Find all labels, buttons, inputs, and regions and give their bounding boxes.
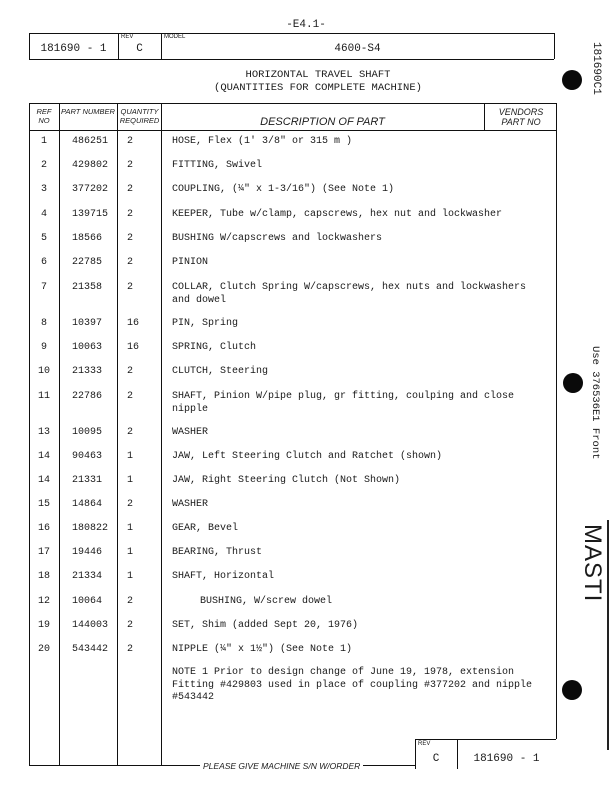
quantity: 2 <box>127 499 134 510</box>
quantity: 2 <box>127 391 134 402</box>
description: PIN, Spring <box>172 318 239 329</box>
ref-no: 14 <box>37 451 50 462</box>
quantity: 16 <box>127 342 140 353</box>
quantity: 2 <box>127 596 134 607</box>
footer-instruction: PLEASE GIVE MACHINE S/N W/ORDER <box>200 761 363 771</box>
quantity: 1 <box>127 451 134 462</box>
hole-punch-bottom <box>562 680 582 700</box>
quantity: 16 <box>127 318 140 329</box>
note-1: NOTE 1 Prior to design change of June 19, 1978, extension Fitting #429803 used in place of coupling #377202 and nipple #543442 <box>172 667 533 703</box>
part-number: 14864 <box>72 499 103 510</box>
description: WASHER <box>172 499 209 510</box>
description: SHAFT, Horizontal <box>172 571 275 582</box>
ref-no: 3 <box>40 184 47 195</box>
part-number: 377202 <box>72 184 109 195</box>
ref-no: 10 <box>37 366 50 377</box>
description: BUSHING W/capscrews and lockwashers <box>172 233 383 244</box>
description: FITTING, Swivel <box>172 160 263 171</box>
col-header-desc: DESCRIPTION OF PART <box>260 116 385 128</box>
part-number: 180822 <box>72 523 109 534</box>
footer-revision: C <box>432 753 440 765</box>
part-number: 22785 <box>72 257 103 268</box>
col-header-vendors: VENDORS PART NO <box>498 107 544 127</box>
footer-part-number: 181690 - 1 <box>473 753 540 765</box>
description: NIPPLE (¼" x 1½") (See Note 1) <box>172 644 353 655</box>
margin-stamp: MASTI <box>579 524 606 603</box>
col-header-part: PART NUMBER <box>61 107 115 116</box>
ref-no: 15 <box>37 499 50 510</box>
rev-label: REV <box>121 34 134 40</box>
page-edge <box>607 520 609 750</box>
ref-no: 9 <box>40 342 47 353</box>
ref-no: 1 <box>40 136 47 147</box>
hole-punch-middle <box>563 373 583 393</box>
description: JAW, Right Steering Clutch (Not Shown) <box>172 475 401 486</box>
quantity: 1 <box>127 475 134 486</box>
description: SHAFT, Pinion W/pipe plug, gr fitting, coulping and close nipple <box>172 391 515 415</box>
description: JAW, Left Steering Clutch and Ratchet (shown) <box>172 451 443 462</box>
part-number: 90463 <box>72 451 103 462</box>
description: CLUTCH, Steering <box>172 366 269 377</box>
part-number: 486251 <box>72 136 109 147</box>
description: HOSE, Flex (1' 3/8" or 315 m ) <box>172 136 353 147</box>
quantity: 2 <box>127 257 134 268</box>
ref-no: 18 <box>37 571 50 582</box>
ref-no: 6 <box>40 257 47 268</box>
ref-no: 2 <box>40 160 47 171</box>
page-number: -E4.1- <box>286 19 326 31</box>
margin-use-note: Use 376536E1 Front <box>589 346 601 460</box>
quantity: 2 <box>127 209 134 220</box>
description: COLLAR, Clutch Spring W/capscrews, hex nuts and lockwashers and dowel <box>172 282 527 306</box>
part-number: 10064 <box>72 596 103 607</box>
quantity: 1 <box>127 547 134 558</box>
ref-no: 8 <box>40 318 47 329</box>
description: GEAR, Bevel <box>172 523 239 534</box>
part-number: 21358 <box>72 282 103 293</box>
ref-no: 16 <box>37 523 50 534</box>
margin-doc-code: 181690C1 <box>590 42 602 95</box>
part-number: 144003 <box>72 620 109 631</box>
col-header-qty: QUANTITY REQUIRED <box>119 107 160 125</box>
part-number: 21333 <box>72 366 103 377</box>
page-subtitle: (QUANTITIES FOR COMPLETE MACHINE) <box>214 82 422 94</box>
ref-no: 11 <box>37 391 50 402</box>
model-number: 4600-S4 <box>334 43 381 55</box>
revision: C <box>136 43 143 55</box>
ref-no: 13 <box>37 427 50 438</box>
ref-no: 14 <box>37 475 50 486</box>
part-number: 21334 <box>72 571 103 582</box>
ref-no: 4 <box>40 209 47 220</box>
hole-punch-top <box>562 70 582 90</box>
part-number: 10095 <box>72 427 103 438</box>
part-number: 21331 <box>72 475 103 486</box>
page-title: HORIZONTAL TRAVEL SHAFT <box>245 69 391 81</box>
quantity: 2 <box>127 644 134 655</box>
quantity: 2 <box>127 233 134 244</box>
ref-no: 7 <box>40 282 47 293</box>
ref-no: 19 <box>37 620 50 631</box>
quantity: 2 <box>127 136 134 147</box>
quantity: 2 <box>127 184 134 195</box>
description: SET, Shim (added Sept 20, 1976) <box>172 620 359 631</box>
ref-no: 17 <box>37 547 50 558</box>
col-header-ref: REF NO <box>36 107 52 125</box>
quantity: 1 <box>127 571 134 582</box>
part-number: 22786 <box>72 391 103 402</box>
part-number: 10397 <box>72 318 103 329</box>
description: COUPLING, (¼" x 1-3/16") (See Note 1) <box>172 184 395 195</box>
description: WASHER <box>172 427 209 438</box>
part-number: 181690 - 1 <box>40 43 107 55</box>
model-label: MODEL <box>164 34 186 40</box>
part-number: 543442 <box>72 644 109 655</box>
quantity: 2 <box>127 620 134 631</box>
description: BEARING, Thrust <box>172 547 263 558</box>
part-number: 19446 <box>72 547 103 558</box>
ref-no: 20 <box>37 644 50 655</box>
part-number: 139715 <box>72 209 109 220</box>
part-number: 429802 <box>72 160 109 171</box>
description: BUSHING, W/screw dowel <box>200 596 333 607</box>
quantity: 2 <box>127 282 134 293</box>
footer-rev-label: REV <box>418 741 431 747</box>
quantity: 2 <box>127 160 134 171</box>
part-number: 18566 <box>72 233 103 244</box>
description: PINION <box>172 257 209 268</box>
ref-no: 5 <box>40 233 47 244</box>
ref-no: 12 <box>37 596 50 607</box>
part-number: 10063 <box>72 342 103 353</box>
description: KEEPER, Tube w/clamp, capscrews, hex nut and lockwasher <box>172 209 503 220</box>
description: SPRING, Clutch <box>172 342 257 353</box>
quantity: 2 <box>127 366 134 377</box>
quantity: 1 <box>127 523 134 534</box>
quantity: 2 <box>127 427 134 438</box>
